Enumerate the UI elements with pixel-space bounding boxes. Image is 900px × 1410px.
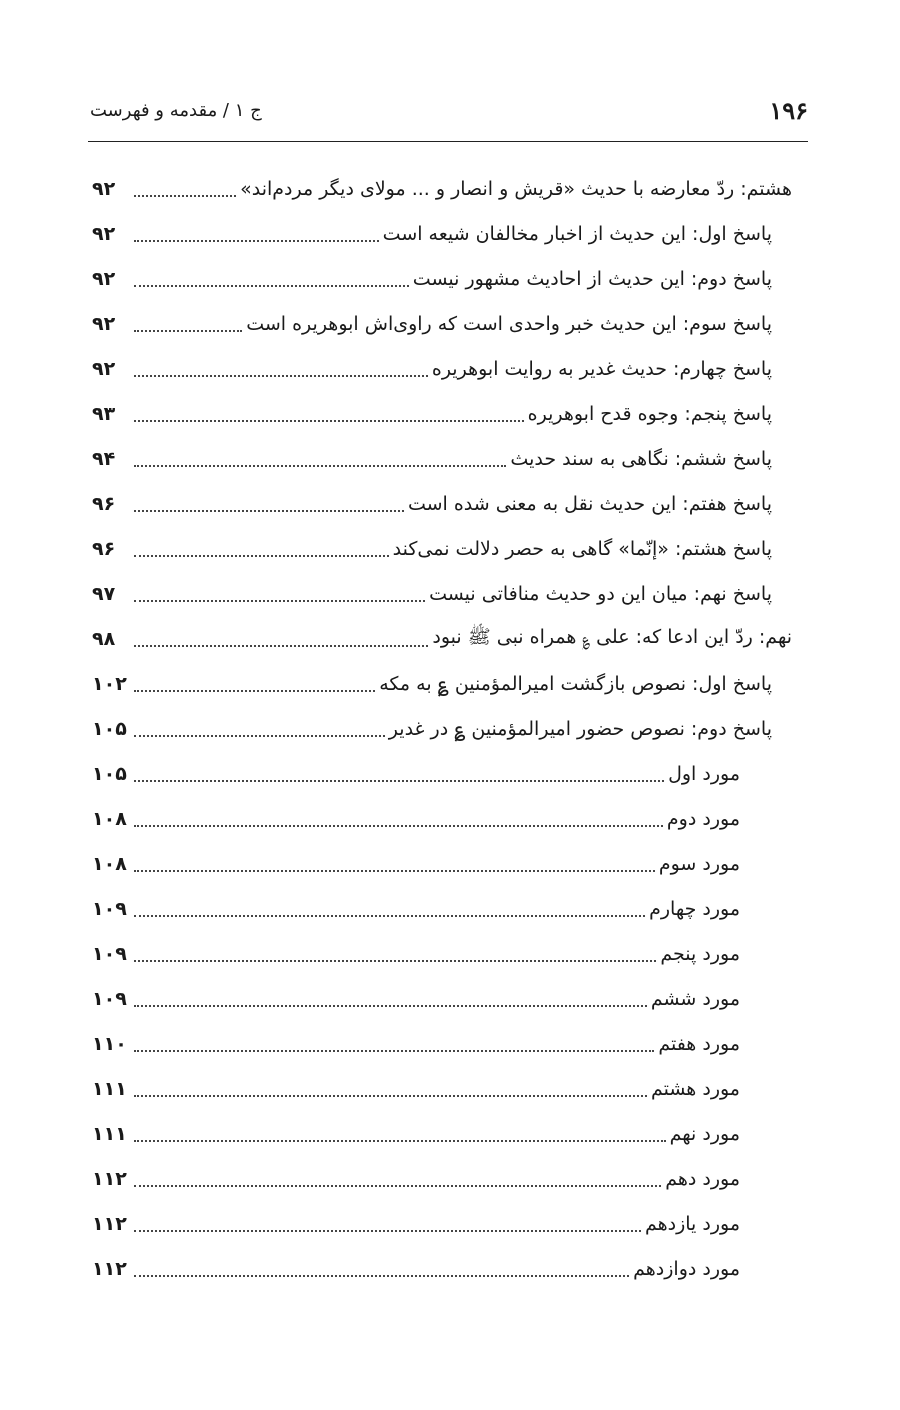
toc-entry-page-number: ۹۲ <box>92 357 116 380</box>
toc-entry-page-number: ۱۰۹ <box>92 897 127 920</box>
toc-entry-title: مورد یازدهم <box>644 1212 740 1235</box>
toc-entry <box>92 301 792 346</box>
dot-leader <box>134 1095 647 1097</box>
toc-entry-page-number: ۱۱۱ <box>92 1077 127 1100</box>
dot-leader <box>134 375 428 377</box>
toc-entry <box>92 796 792 841</box>
dot-leader <box>134 330 242 332</box>
toc-entry-title: مورد ششم <box>650 987 740 1010</box>
toc-entry <box>92 481 792 526</box>
toc-entry-page-number: ۱۰۲ <box>92 672 127 695</box>
dot-leader <box>134 825 663 827</box>
toc-entry <box>92 931 792 976</box>
dot-leader <box>134 465 506 467</box>
toc-entry-title: پاسخ پنجم: وجوه قدح ابوهریره <box>527 402 772 425</box>
dot-leader <box>134 1230 641 1232</box>
toc-entry <box>92 616 792 661</box>
toc-entry <box>92 436 792 481</box>
toc-entry-title: پاسخ سوم: این حدیث خبر واحدی است که راوی‌اش ابوهریره است <box>246 312 772 335</box>
toc-entry-page-number: ۱۱۲ <box>92 1167 127 1190</box>
toc-entry-title: پاسخ اول: این حدیث از اخبار مخالفان شیعه است <box>382 222 772 245</box>
dot-leader <box>134 555 389 557</box>
dot-leader <box>134 240 379 242</box>
toc-entry-title: پاسخ دوم: این حدیث از احادیث مشهور نیست <box>412 267 772 290</box>
toc-entry-page-number: ۱۱۱ <box>92 1122 127 1145</box>
toc-entry-title: مورد سوم <box>658 852 740 875</box>
toc-entry <box>92 1111 792 1156</box>
toc-entry <box>92 1066 792 1111</box>
dot-leader <box>134 645 428 647</box>
toc-entry-page-number: ۱۰۹ <box>92 987 127 1010</box>
toc-entry-title: نهم: ردّ این ادعا که: علی ؏ همراه نبی ﷺ نبود <box>432 625 792 648</box>
running-title: ج ۱ / مقدمه و فهرست <box>90 100 262 121</box>
toc-entry-title: مورد دوم <box>666 807 740 830</box>
toc-entry-title: پاسخ هشتم: «إنّما» گاهی به حصر دلالت نمی‌کند <box>392 537 772 560</box>
dot-leader <box>134 600 425 602</box>
toc-entry <box>92 166 792 211</box>
toc-entry-page-number: ۱۰۵ <box>92 762 127 785</box>
toc-entry <box>92 526 792 571</box>
toc-entry-page-number: ۹۶ <box>92 537 116 560</box>
dot-leader <box>134 1050 654 1052</box>
toc-entry-page-number: ۹۸ <box>92 627 116 650</box>
table-of-contents <box>92 166 792 1291</box>
toc-entry-page-number: ۹۲ <box>92 312 116 335</box>
toc-entry-page-number: ۹۴ <box>92 447 116 470</box>
toc-entry <box>92 1246 792 1291</box>
toc-entry-title: مورد هفتم <box>658 1032 740 1055</box>
toc-entry-page-number: ۱۱۲ <box>92 1257 127 1280</box>
dot-leader <box>134 780 664 782</box>
dot-leader <box>134 1185 661 1187</box>
toc-entry-page-number: ۱۰۵ <box>92 717 127 740</box>
toc-entry-title: مورد چهارم <box>649 897 740 920</box>
dot-leader <box>134 690 375 692</box>
toc-entry <box>92 211 792 256</box>
toc-entry-page-number: ۱۰۸ <box>92 807 127 830</box>
toc-entry-page-number: ۹۳ <box>92 402 116 425</box>
toc-entry <box>92 976 792 1021</box>
toc-entry-title: پاسخ چهارم: حدیث غدیر به روایت ابوهریره <box>431 357 772 380</box>
toc-entry-title: مورد دهم <box>665 1167 740 1190</box>
toc-entry <box>92 391 792 436</box>
dot-leader <box>134 915 645 917</box>
page-number: ۱۹۶ <box>769 96 808 125</box>
dot-leader <box>134 870 655 872</box>
toc-entry-title: مورد پنجم <box>660 942 740 965</box>
dot-leader <box>134 285 409 287</box>
dot-leader <box>134 195 236 197</box>
toc-entry <box>92 346 792 391</box>
toc-entry-title: هشتم: ردّ معارضه با حدیث «قریش و انصار و ... مولای دیگر مردم‌اند» <box>240 177 792 200</box>
header-divider <box>88 141 808 142</box>
toc-entry-title: پاسخ ششم: نگاهی به سند حدیث <box>510 447 772 470</box>
toc-entry-page-number: ۱۱۲ <box>92 1212 127 1235</box>
dot-leader <box>134 735 385 737</box>
toc-entry-page-number: ۱۰۹ <box>92 942 127 965</box>
toc-entry <box>92 841 792 886</box>
toc-entry-title: مورد نهم <box>669 1122 740 1145</box>
toc-entry-title: مورد اول <box>668 762 740 785</box>
toc-entry <box>92 571 792 616</box>
toc-entry <box>92 706 792 751</box>
toc-entry <box>92 751 792 796</box>
toc-entry <box>92 886 792 931</box>
toc-entry-title: مورد هشتم <box>650 1077 740 1100</box>
toc-entry <box>92 1021 792 1066</box>
toc-entry <box>92 661 792 706</box>
dot-leader <box>134 510 404 512</box>
toc-entry-page-number: ۹۲ <box>92 177 116 200</box>
toc-entry-title: پاسخ نهم: میان این دو حدیث منافاتی نیست <box>429 582 772 605</box>
dot-leader <box>134 420 524 422</box>
toc-entry <box>92 1201 792 1246</box>
dot-leader <box>134 1275 629 1277</box>
toc-entry-page-number: ۹۷ <box>92 582 116 605</box>
toc-entry-title: پاسخ دوم: نصوص حضور امیرالمؤمنین ؏ در غدیر <box>388 717 772 740</box>
toc-entry-page-number: ۹۲ <box>92 267 116 290</box>
toc-entry-title: پاسخ اول: نصوص بازگشت امیرالمؤمنین ؏ به مکه <box>379 672 772 695</box>
toc-entry-page-number: ۱۰۸ <box>92 852 127 875</box>
dot-leader <box>134 960 656 962</box>
toc-entry-page-number: ۹۶ <box>92 492 116 515</box>
toc-entry-page-number: ۹۲ <box>92 222 116 245</box>
toc-entry <box>92 1156 792 1201</box>
dot-leader <box>134 1005 647 1007</box>
toc-entry-title: پاسخ هفتم: این حدیث نقل به معنی شده است <box>407 492 772 515</box>
dot-leader <box>134 1140 666 1142</box>
toc-entry-page-number: ۱۱۰ <box>92 1032 127 1055</box>
page-header <box>88 92 808 136</box>
toc-entry-title: مورد دوازدهم <box>633 1257 740 1280</box>
toc-entry <box>92 256 792 301</box>
